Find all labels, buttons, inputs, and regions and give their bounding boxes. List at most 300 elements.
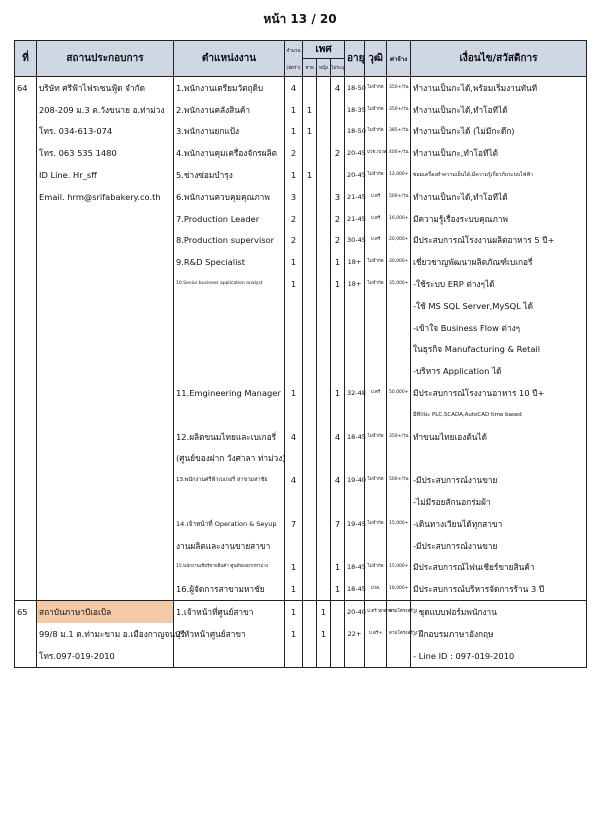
cell-position — [174, 360, 285, 382]
table-row — [15, 142, 587, 164]
header-female: หญิง — [317, 59, 331, 77]
cell-male — [303, 404, 317, 426]
header-company: สถานประกอบการ — [37, 41, 174, 77]
cell-age: 21-45 — [345, 208, 365, 230]
cell-edu — [365, 295, 387, 317]
cell-position: 2.หัวหน้าศูนย์สาขา — [174, 623, 285, 645]
table-row — [15, 404, 587, 426]
cell-wage — [387, 535, 411, 557]
cell-cond: -ใช้ MS SQL Server,MySQL ได้ — [411, 295, 587, 317]
cell-male — [303, 208, 317, 230]
cell-any: 4 — [331, 426, 345, 448]
cell-wage: 35,000+ — [387, 273, 411, 295]
cell-age — [345, 360, 365, 382]
cell-company — [37, 448, 174, 470]
table-row — [15, 382, 587, 404]
cell-wage: 50,000+ — [387, 382, 411, 404]
cell-company: ID Line. Hr_sff — [37, 164, 174, 186]
cell-company: โทร.097-019-2010 — [37, 645, 174, 667]
table-row — [15, 623, 587, 645]
cell-any: 2 — [331, 142, 345, 164]
cell-edu: ป.ตรี ทุกสาขา — [365, 601, 387, 623]
cell-count: 4 — [285, 426, 303, 448]
cell-any — [331, 360, 345, 382]
table-row — [15, 448, 587, 470]
cell-cond: มีประสบการณ์โรงงานอาหาร 10 ปี+ — [411, 382, 587, 404]
cell-any — [331, 295, 345, 317]
cell-wage — [387, 645, 411, 667]
header-count — [285, 41, 303, 77]
cell-company — [37, 469, 174, 491]
cell-cond: ทำขนมไทยเองต้นได้ — [411, 426, 587, 448]
cell-edu — [365, 339, 387, 361]
header-wage: ค่าจ้าง — [387, 41, 411, 77]
table-row — [15, 273, 587, 295]
cell-no — [15, 491, 37, 513]
cell-female — [317, 491, 331, 513]
cell-edu: ไม่จำกัด — [365, 77, 387, 99]
cell-no — [15, 557, 37, 579]
cell-no — [15, 535, 37, 557]
cell-female — [317, 273, 331, 295]
cell-female — [317, 535, 331, 557]
cell-company — [37, 360, 174, 382]
cell-age: 20-45 — [345, 164, 365, 186]
cell-no — [15, 404, 37, 426]
cell-cond: - ชุดแบบฟอร์มพนักงาน — [411, 601, 587, 623]
cell-any: 1 — [331, 273, 345, 295]
cell-any: 4 — [331, 77, 345, 99]
cell-count: 7 — [285, 513, 303, 535]
table-row — [15, 557, 587, 579]
table-row — [15, 230, 587, 252]
cell-age: 19-45 — [345, 513, 365, 535]
cell-position: 12.ผลิตขนมไทยและเบเกอรี่ — [174, 426, 285, 448]
cell-female — [317, 295, 331, 317]
cell-male — [303, 469, 317, 491]
cell-male — [303, 251, 317, 273]
cell-count: 1 — [285, 121, 303, 143]
cell-company: สถาบันภาษาบีเอเบิล — [37, 601, 174, 623]
cell-company — [37, 513, 174, 535]
cell-cond: มีประสบการณ์ไฟนเชียร์ขายสินค้า — [411, 557, 587, 579]
cell-male — [303, 339, 317, 361]
cell-any — [331, 404, 345, 426]
cell-wage — [387, 404, 411, 426]
cell-female — [317, 448, 331, 470]
cell-no — [15, 448, 37, 470]
cell-male — [303, 382, 317, 404]
table-row — [15, 535, 587, 557]
cell-no — [15, 251, 37, 273]
cell-any — [331, 121, 345, 143]
cell-count: 2 — [285, 142, 303, 164]
cell-edu: ป.ตรี — [365, 230, 387, 252]
cell-wage — [387, 360, 411, 382]
cell-male — [303, 491, 317, 513]
cell-edu: ไม่จำกัด — [365, 99, 387, 121]
cell-no — [15, 513, 37, 535]
table-body — [15, 77, 587, 668]
cell-no — [15, 273, 37, 295]
cell-edu — [365, 317, 387, 339]
cell-no — [15, 339, 37, 361]
cell-company — [37, 208, 174, 230]
cell-cond: -ไม่มีรอยสักนอกร่มผ้า — [411, 491, 587, 513]
cell-company — [37, 382, 174, 404]
cell-company: บริษัท ศรีฟ้าไฟรเซนฟู้ด จำกัด — [37, 77, 174, 99]
cell-male — [303, 273, 317, 295]
cell-position: (ศูนย์ของฝาก วังศาลา ท่าม่วง) — [174, 448, 285, 470]
cell-age — [345, 404, 365, 426]
cell-edu — [365, 645, 387, 667]
cell-company: 99/8 ม.1 ต.ท่ามะขาม อ.เมืองกาญจนบุรี — [37, 623, 174, 645]
cell-female — [317, 317, 331, 339]
cell-wage — [387, 491, 411, 513]
cell-male — [303, 317, 317, 339]
cell-any — [331, 164, 345, 186]
table-row — [15, 77, 587, 99]
cell-no — [15, 99, 37, 121]
cell-edu: ปวส. — [365, 578, 387, 600]
cell-count: 4 — [285, 77, 303, 99]
cell-wage: 18,000+ — [387, 578, 411, 600]
cell-company — [37, 230, 174, 252]
cell-position: 1.เจ้าหน้าที่ศูนย์สาขา — [174, 601, 285, 623]
table-row — [15, 645, 587, 667]
cell-age: 18-45 — [345, 557, 365, 579]
cell-position: 2.พนักงานคลังสินค้า — [174, 99, 285, 121]
cell-female — [317, 142, 331, 164]
cell-cond: มีทักษะ PLC,SCADA,AutoCAD time based — [411, 404, 587, 426]
cell-any: 4 — [331, 469, 345, 491]
cell-company — [37, 535, 174, 557]
header-count-line1: จำนวน — [286, 48, 301, 54]
cell-cond: มีประสบการณ์โรงงานผลิตอาหาร 5 ปี+ — [411, 230, 587, 252]
cell-position: 15.พนักงานเชียร์ขายสินค้า ศูนย์ของฝากท่าม่วง — [174, 557, 285, 579]
cell-no — [15, 426, 37, 448]
cell-cond: -เข้าใจ Business Flow ต่างๆ — [411, 317, 587, 339]
cell-position — [174, 404, 285, 426]
cell-count — [285, 535, 303, 557]
cell-count: 1 — [285, 557, 303, 579]
cell-any: 3 — [331, 186, 345, 208]
cell-age: 21-45 — [345, 186, 365, 208]
cell-wage: ตามโครงสร้าง — [387, 601, 411, 623]
cell-position: 4.พนักงานคุมเครื่องจักรผลิต — [174, 142, 285, 164]
cell-company — [37, 317, 174, 339]
cell-edu: ไม่จำกัด — [365, 164, 387, 186]
cell-age: 20-40 — [345, 601, 365, 623]
header-age: อายุ — [345, 41, 365, 77]
cell-female — [317, 404, 331, 426]
cell-wage — [387, 295, 411, 317]
cell-female — [317, 208, 331, 230]
cell-wage: 400+/วัน — [387, 142, 411, 164]
cell-any: 1 — [331, 382, 345, 404]
cell-age: 18-35 — [345, 99, 365, 121]
cell-company: โทร. 034-613-074 — [37, 121, 174, 143]
cell-edu: ป.ตรี — [365, 382, 387, 404]
cell-cond: ทำงานเป็นกะ,ทำโอทีได้ — [411, 142, 587, 164]
cell-male — [303, 426, 317, 448]
cell-no — [15, 142, 37, 164]
cell-company — [37, 251, 174, 273]
cell-age: 19-40 — [345, 469, 365, 491]
cell-wage: 30,000+ — [387, 251, 411, 273]
cell-no — [15, 121, 37, 143]
cell-position: 16.ผู้จัดการสาขามหาชัย — [174, 578, 285, 600]
cell-cond: ซ่อมเครื่องทำความเย็นได้,มีความรู้เกี่ยวกับระบบไฟฟ้า — [411, 164, 587, 186]
cell-wage: 16,000+ — [387, 208, 411, 230]
cell-no — [15, 645, 37, 667]
cell-age: 22+ — [345, 623, 365, 645]
cell-male — [303, 601, 317, 623]
cell-wage — [387, 317, 411, 339]
cell-position: 1.พนักงานเตรียมวัตถุดิบ — [174, 77, 285, 99]
table-row — [15, 578, 587, 600]
cell-cond: เชี่ยวชาญพัฒนาผลิตภัณฑ์เบเกอรี่ — [411, 251, 587, 273]
cell-male — [303, 645, 317, 667]
header-position: ตำแหน่งงาน — [174, 41, 285, 77]
cell-no — [15, 164, 37, 186]
cell-any — [331, 491, 345, 513]
table-row — [15, 601, 587, 623]
cell-cond: มีความรู้เรื่องระบบคุณภาพ — [411, 208, 587, 230]
cell-female: 1 — [317, 601, 331, 623]
cell-edu — [365, 360, 387, 382]
cell-any — [331, 448, 345, 470]
cell-count: 1 — [285, 578, 303, 600]
cell-male — [303, 448, 317, 470]
cell-edu — [365, 404, 387, 426]
cell-company: 208-209 ม.3 ต.วังขนาย อ.ท่าม่วง — [37, 99, 174, 121]
table-row — [15, 251, 587, 273]
cell-cond: ในธุรกิจ Manufacturing & Retail — [411, 339, 587, 361]
cell-position — [174, 317, 285, 339]
cell-edu: ไม่จำกัด — [365, 469, 387, 491]
cell-company — [37, 578, 174, 600]
cell-wage — [387, 448, 411, 470]
table-row — [15, 339, 587, 361]
cell-female — [317, 557, 331, 579]
table-row — [15, 360, 587, 382]
cell-position: 8.Production supervisor — [174, 230, 285, 252]
cell-age — [345, 339, 365, 361]
cell-female — [317, 513, 331, 535]
cell-edu: ไม่จำกัด — [365, 273, 387, 295]
cell-no — [15, 623, 37, 645]
cell-position: 10.Senior business application analyst — [174, 273, 285, 295]
cell-edu: ไม่จำกัด — [365, 426, 387, 448]
cell-female — [317, 251, 331, 273]
cell-wage: 12,000+ — [387, 164, 411, 186]
cell-cond — [411, 448, 587, 470]
cell-count: 3 — [285, 186, 303, 208]
cell-count: 1 — [285, 601, 303, 623]
cell-wage: 500+/วัน — [387, 469, 411, 491]
cell-any: 2 — [331, 208, 345, 230]
cell-no — [15, 469, 37, 491]
cell-any — [331, 645, 345, 667]
cell-cond: - ฝึกอบรมภาษาอังกฤษ — [411, 623, 587, 645]
cell-no — [15, 382, 37, 404]
cell-cond: มีประสบการณ์บริหารจัดการร้าน 3 ปี — [411, 578, 587, 600]
header-count-line2: (อัตรา) — [286, 65, 301, 71]
cell-count — [285, 360, 303, 382]
cell-male — [303, 230, 317, 252]
table-row — [15, 513, 587, 535]
cell-age — [345, 448, 365, 470]
cell-position: งานผลิตและงานขายสาขา — [174, 535, 285, 557]
cell-cond: -บริหาร Application ได้ — [411, 360, 587, 382]
cell-edu: ป.ตรี — [365, 208, 387, 230]
cell-wage — [387, 339, 411, 361]
table-row — [15, 121, 587, 143]
cell-any — [331, 601, 345, 623]
cell-female — [317, 186, 331, 208]
cell-female — [317, 360, 331, 382]
cell-position: 9.R&D Specialist — [174, 251, 285, 273]
cell-company — [37, 339, 174, 361]
table-row — [15, 295, 587, 317]
cell-company — [37, 491, 174, 513]
cell-male — [303, 578, 317, 600]
cell-position: 11.Emgineering Manager — [174, 382, 285, 404]
cell-position: 13.พนักงานศรีฟ้าเบเกอรี่ สาขามหาชัย — [174, 469, 285, 491]
cell-male: 1 — [303, 99, 317, 121]
cell-cond: - Line ID : 097-019-2010 — [411, 645, 587, 667]
table-row — [15, 491, 587, 513]
cell-edu — [365, 491, 387, 513]
cell-company — [37, 404, 174, 426]
cell-cond: -ใช้ระบบ ERP ต่างๆได้ — [411, 273, 587, 295]
cell-female — [317, 230, 331, 252]
cell-male — [303, 513, 317, 535]
cell-female — [317, 164, 331, 186]
cell-position: 5.ช่างซ่อมบำรุง — [174, 164, 285, 186]
cell-no — [15, 295, 37, 317]
header-no: ที่ — [15, 41, 37, 77]
cell-female — [317, 77, 331, 99]
cell-edu — [365, 535, 387, 557]
cell-position — [174, 645, 285, 667]
cell-edu: ไม่จำกัด — [365, 557, 387, 579]
cell-any: 1 — [331, 578, 345, 600]
cell-age — [345, 645, 365, 667]
cell-any: 7 — [331, 513, 345, 535]
cell-company — [37, 295, 174, 317]
cell-wage: 350+/วัน — [387, 77, 411, 99]
header-conditions: เงื่อนไข/สวัสดิการ — [411, 41, 587, 77]
header-any: ไม่ระบุ — [331, 59, 345, 77]
cell-female — [317, 121, 331, 143]
cell-count: 4 — [285, 469, 303, 491]
cell-any — [331, 99, 345, 121]
cell-company: Email. hrm@srifabakery.co.th — [37, 186, 174, 208]
cell-age — [345, 535, 365, 557]
cell-male: 1 — [303, 121, 317, 143]
cell-no — [15, 578, 37, 600]
cell-wage: 15,000+ — [387, 513, 411, 535]
cell-female: 1 — [317, 623, 331, 645]
table-row — [15, 186, 587, 208]
cell-any — [331, 339, 345, 361]
cell-male — [303, 142, 317, 164]
cell-company — [37, 426, 174, 448]
cell-wage: 15,000+ — [387, 557, 411, 579]
cell-wage: 500+/วัน — [387, 186, 411, 208]
cell-female — [317, 339, 331, 361]
cell-company: โทร. 063 535 1480 — [37, 142, 174, 164]
cell-age: 30-45 — [345, 230, 365, 252]
cell-age: 20-45 — [345, 142, 365, 164]
cell-cond: ทำงานเป็นกะได้ (ไม่มีกะดึก) — [411, 121, 587, 143]
cell-wage: 350+/วัน — [387, 426, 411, 448]
cell-age: 18-45 — [345, 426, 365, 448]
cell-no — [15, 186, 37, 208]
cell-position: 6.พนักงานควบคุมคุณภาพ — [174, 186, 285, 208]
cell-female — [317, 382, 331, 404]
cell-edu: ป.ตรี+ — [365, 623, 387, 645]
cell-edu: ปวช./ปวส. — [365, 142, 387, 164]
cell-count: 1 — [285, 623, 303, 645]
cell-age: 18+ — [345, 273, 365, 295]
cell-count — [285, 491, 303, 513]
cell-female — [317, 99, 331, 121]
cell-any — [331, 535, 345, 557]
cell-no — [15, 317, 37, 339]
cell-count: 1 — [285, 273, 303, 295]
cell-any — [331, 317, 345, 339]
cell-cond: -มีประสบการณ์งานขาย — [411, 535, 587, 557]
cell-wage: 385+/วัน — [387, 121, 411, 143]
cell-edu: ไม่จำกัด — [365, 513, 387, 535]
cell-edu — [365, 448, 387, 470]
cell-female — [317, 469, 331, 491]
cell-age: 18-50 — [345, 77, 365, 99]
cell-no — [15, 360, 37, 382]
cell-position — [174, 491, 285, 513]
cell-male — [303, 557, 317, 579]
cell-count — [285, 645, 303, 667]
cell-age: 18-50 — [345, 121, 365, 143]
table-row — [15, 99, 587, 121]
job-listing-table — [14, 40, 587, 668]
cell-position: 14.เจ้าหน้าที่ Operation & Seyup — [174, 513, 285, 535]
cell-any: 1 — [331, 251, 345, 273]
cell-count: 1 — [285, 164, 303, 186]
cell-count — [285, 295, 303, 317]
table-row — [15, 469, 587, 491]
cell-wage: 350+/วัน — [387, 99, 411, 121]
cell-wage: ตามโครงสร้าง — [387, 623, 411, 645]
cell-company — [37, 557, 174, 579]
cell-position: 3.พนักงานยกแป้ง — [174, 121, 285, 143]
cell-age: 18-45 — [345, 578, 365, 600]
cell-cond: ทำงานเป็นกะได้,ทำโอทีได้ — [411, 186, 587, 208]
cell-no — [15, 230, 37, 252]
cell-cond: -มีประสบการณ์งานขาย — [411, 469, 587, 491]
cell-edu: ไม่จำกัด — [365, 121, 387, 143]
cell-female — [317, 645, 331, 667]
cell-male: 1 — [303, 164, 317, 186]
cell-position: 7.Production Leader — [174, 208, 285, 230]
cell-count — [285, 404, 303, 426]
cell-male — [303, 623, 317, 645]
cell-age — [345, 317, 365, 339]
cell-any — [331, 623, 345, 645]
